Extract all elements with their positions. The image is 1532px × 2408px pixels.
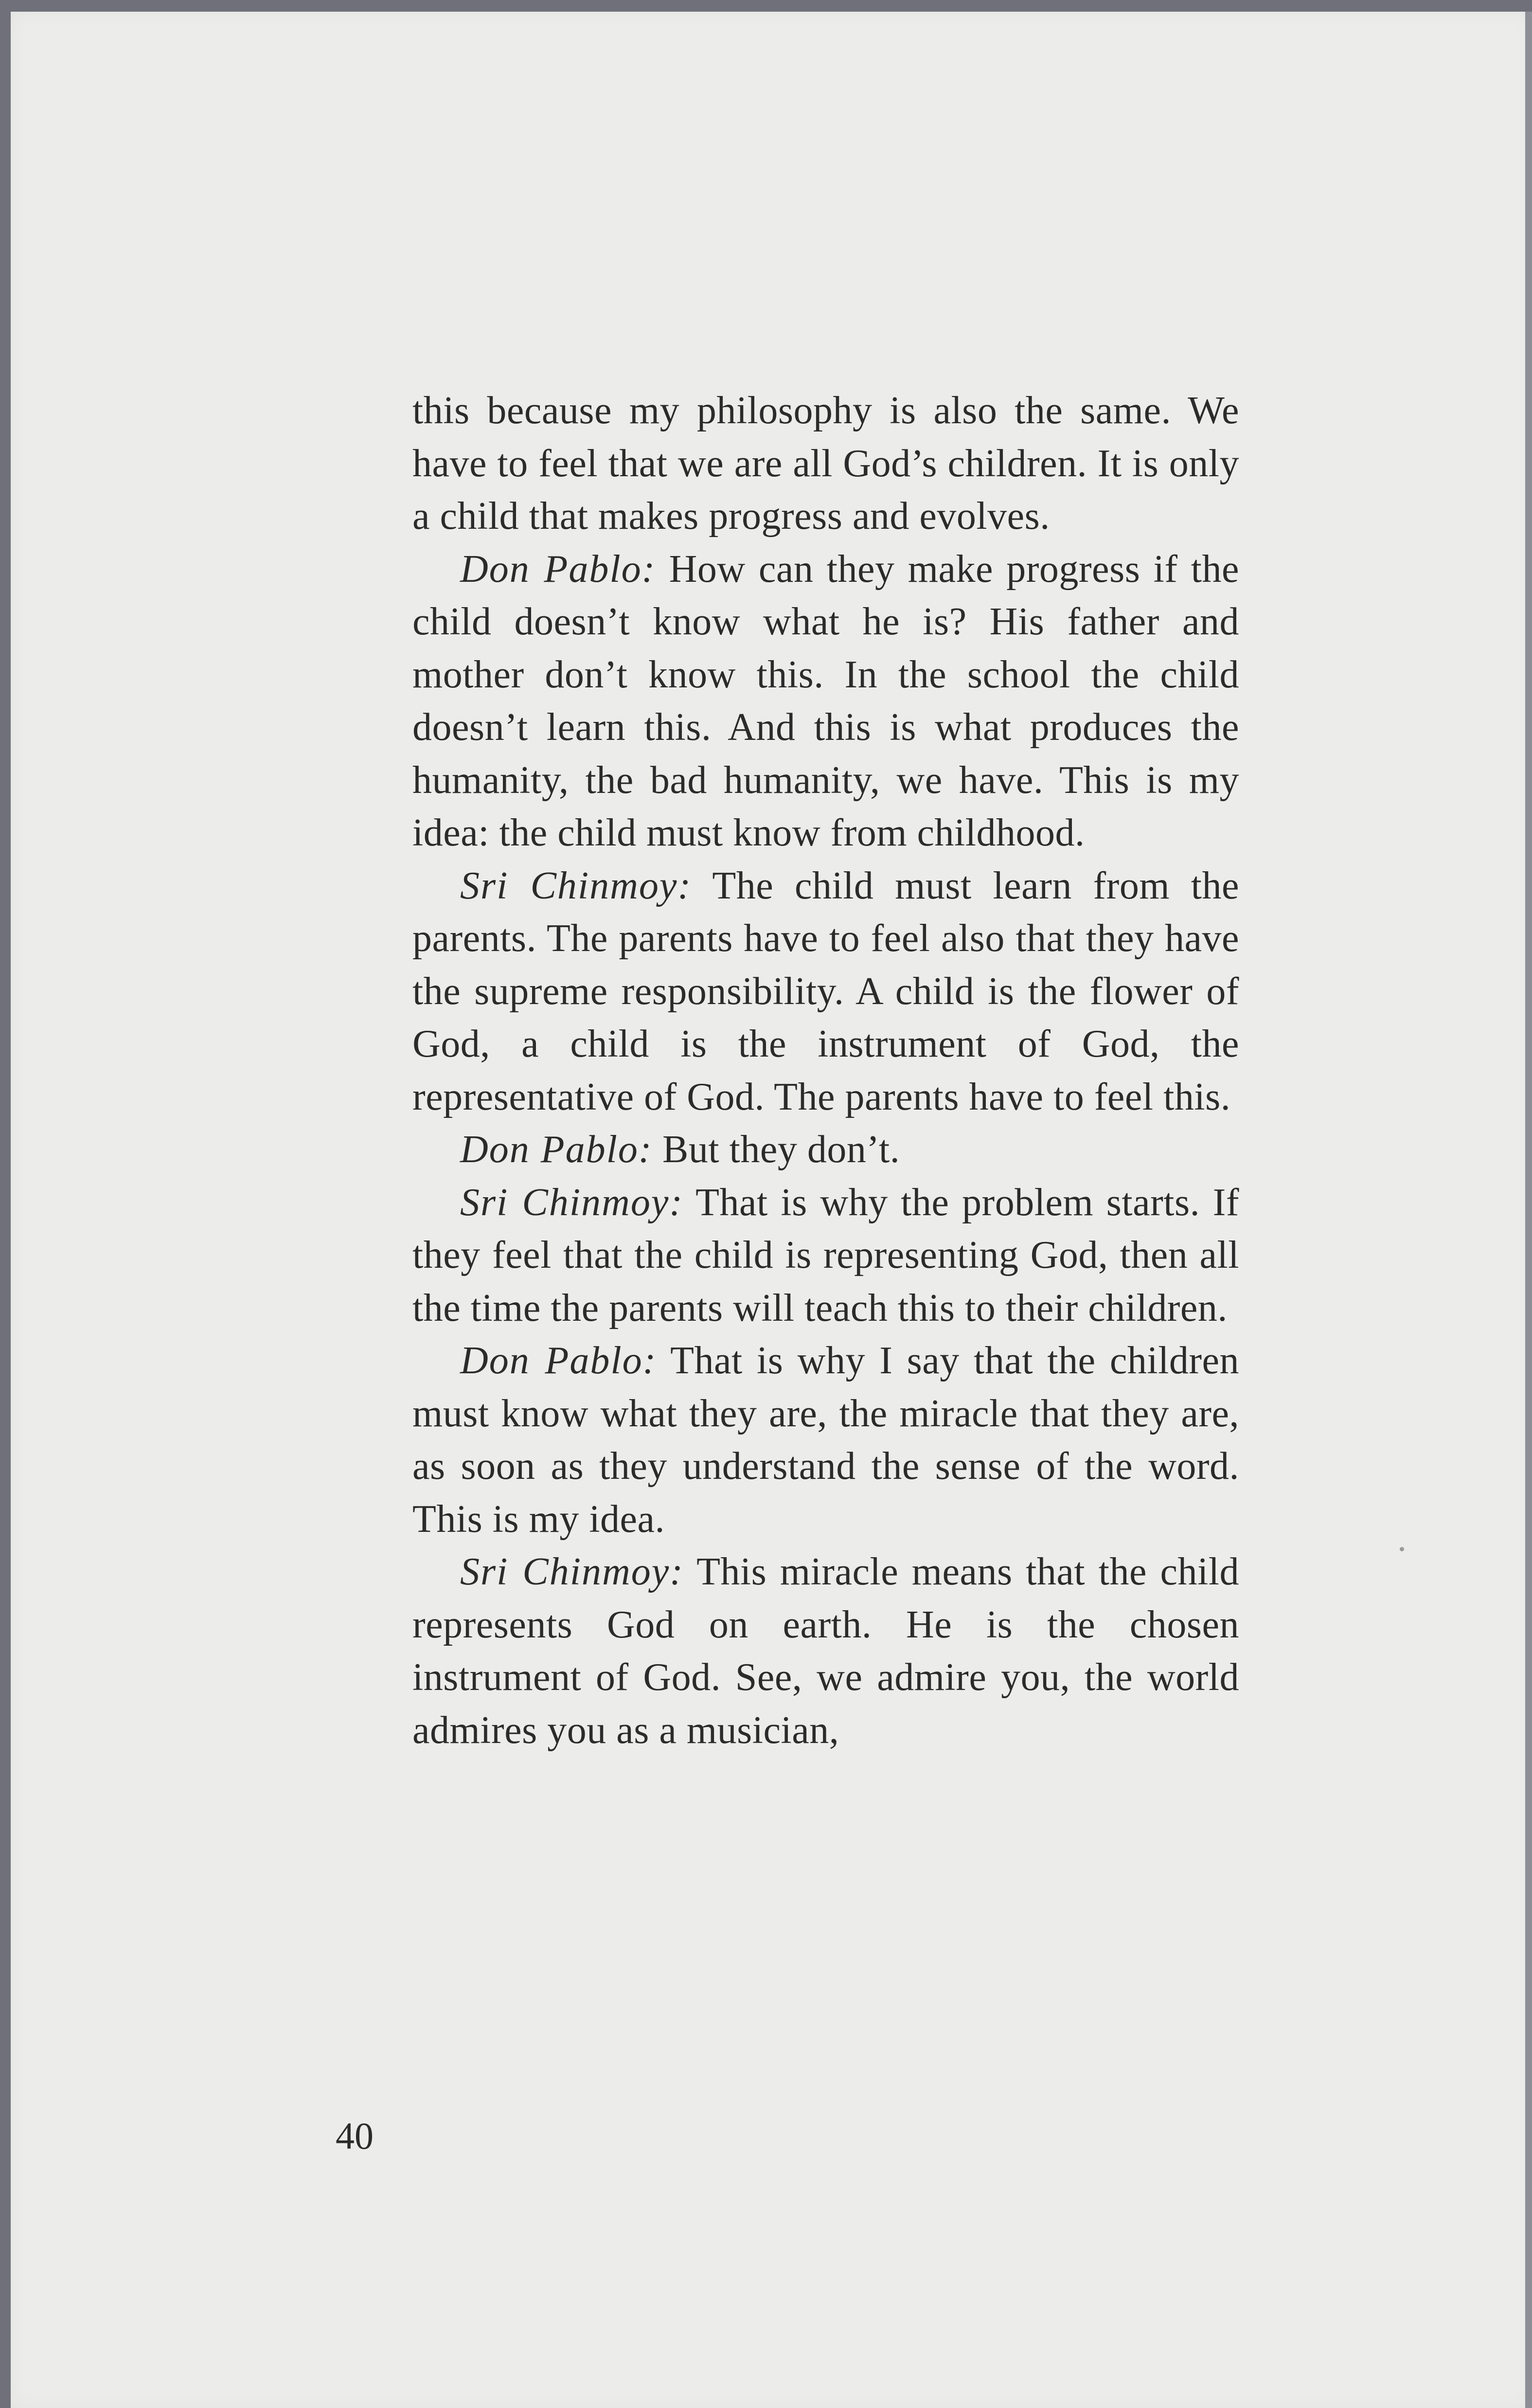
paragraph-text: That is why I say that the children must know what they are, the miracle that they are, as soon as they understand the sense of the word. This is my idea. <box>412 1339 1239 1541</box>
speaker-label: Sri Chinmoy: <box>460 1550 684 1593</box>
paragraph-text: this because my philosophy is also the same. We have to feel that we are all God’s children. It is only a child that makes progress and evolves. <box>412 389 1239 538</box>
page-number: 40 <box>336 2115 374 2157</box>
dialogue-paragraph <box>412 1123 1239 1176</box>
speaker-label: Don Pablo: <box>460 1339 657 1382</box>
speaker-label: Sri Chinmoy: <box>460 1181 683 1224</box>
print-speck <box>1400 1547 1404 1551</box>
paragraph-continuation <box>412 384 1239 543</box>
dialogue-paragraph <box>412 860 1239 1124</box>
dialogue-paragraph <box>412 1334 1239 1545</box>
speaker-label: Don Pablo: <box>460 547 656 591</box>
body-text <box>412 384 1239 1757</box>
dialogue-paragraph <box>412 543 1239 860</box>
speaker-label: Sri Chinmoy: <box>460 864 692 907</box>
paragraph-text: That is why the problem starts. If they feel that the child is representing God, then all the time the parents will teach this to their children. <box>412 1181 1240 1330</box>
paragraph-text: This miracle means that the child represents God on earth. He is the chosen instrument of God. See, we admire you, the world admires you as a musician, <box>412 1550 1239 1752</box>
paragraph-text: But they don’t. <box>662 1128 900 1171</box>
dialogue-paragraph <box>412 1545 1239 1757</box>
paragraph-text: How can they make progress if the child doesn’t know what he is? His father and mother don’t know this. In the school the child doesn’t learn this. And this is what produces the humanity, the bad humanity, we have. This is my idea: the child must know from childhood. <box>412 547 1239 854</box>
page-edge <box>1525 12 1532 2408</box>
paragraph-text: The child must learn from the parents. The parents have to feel also that they have the supreme responsibility. A child is the flower of God, a child is the instrument of God, the representative of God. The parents have to feel this. <box>412 864 1240 1118</box>
dialogue-paragraph <box>412 1176 1239 1335</box>
speaker-label: Don Pablo: <box>460 1128 653 1171</box>
